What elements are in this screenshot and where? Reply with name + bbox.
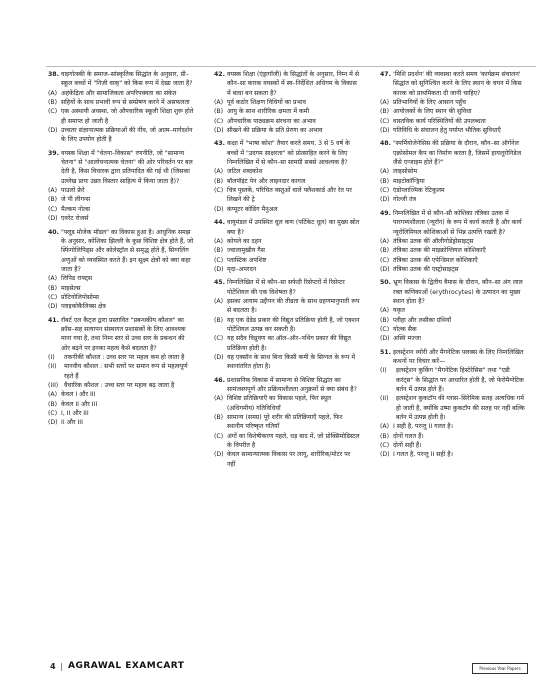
question-stem <box>380 209 526 237</box>
question-stem <box>380 70 526 98</box>
option-text: सामान्य (समग्र) पूरे शरीर की प्रतिक्रियाएँ पहले, फिर स्थानीय परिष्कृत गतियाँ <box>227 414 343 431</box>
answer-option <box>48 186 194 195</box>
question-block <box>48 316 194 428</box>
option-text: मैल्कम नोल्स <box>61 205 90 213</box>
option-text: योल्क सैक <box>393 325 417 333</box>
answer-option <box>214 167 360 176</box>
question-text: 'मिशि प्रदर्शन' की व्यवस्था करते समय 'कार्यक्रम संचालन' सिद्धांत को सुनिश्चित करने के लिए स्थान के चयन में किस कारक को प्राथमिकता दी जानी चाहिए? <box>393 71 522 97</box>
option-label: (C) <box>48 410 58 418</box>
answer-option <box>380 325 526 334</box>
answer-option <box>380 306 526 315</box>
question-block <box>214 139 360 214</box>
option-label: (C) <box>214 256 224 264</box>
answer-option <box>48 126 194 145</box>
question-number: 44. <box>214 219 225 227</box>
column-left <box>48 70 194 432</box>
option-text: एक अस्थायी अवस्था, जो औपचारिक स्कूली शिक्षा शुरू होते ही समाप्त हो जाती है <box>61 108 194 125</box>
answer-option <box>214 98 360 107</box>
question-block <box>48 149 194 224</box>
question-number: 50. <box>380 279 391 287</box>
option-label: (A) <box>380 99 390 107</box>
answer-option <box>48 293 194 302</box>
option-label: (C) <box>380 256 390 264</box>
question-block <box>48 70 194 145</box>
option-label: (B) <box>48 400 58 408</box>
option-label: (C) <box>214 335 224 343</box>
option-text: जे पी लीगन्स <box>61 196 91 204</box>
question-stem <box>48 228 194 275</box>
option-text: वास्तविक कार्य परिस्थितियों की उपलब्धता <box>393 117 486 125</box>
question-block <box>214 376 360 469</box>
option-label: (B) <box>48 196 58 204</box>
option-label: (B) <box>380 316 390 324</box>
option-text: ज्वालामुखीय गैस <box>227 247 265 255</box>
option-label: (C) <box>48 205 58 213</box>
option-text: तंत्रिका उतक की एस्ट्रोसाइट्स <box>393 265 459 273</box>
option-text: बॉलपॉइंट पेन और लाइनदार कागज <box>227 177 306 185</box>
option-label: (B) <box>380 247 390 255</box>
option-text: सीखने की प्रक्रिया के प्रति प्रेरणा का अभाव <box>227 127 323 135</box>
option-label: (B) <box>48 284 58 292</box>
option-text: प्लीहा और लसीका ग्रंथियाँ <box>393 316 452 324</box>
option-text: I, II और III <box>61 410 89 418</box>
option-label: (B) <box>214 247 224 255</box>
question-block <box>380 348 526 460</box>
option-label: (D) <box>380 196 390 204</box>
answer-option <box>214 450 360 469</box>
option-text: चित्र पुस्तकें, परिचित वस्तुओं वाले फ्लैशकार्ड और रेत पर लिखने की ट्रे <box>227 187 352 204</box>
option-label: (A) <box>380 307 390 315</box>
option-text: अहंकेंद्रिता और सामाजिकता अपरिपक्वता का संकेत <box>61 89 177 97</box>
answer-option <box>380 316 526 325</box>
option-label: (D) <box>380 451 390 459</box>
answer-option <box>380 107 526 116</box>
question-number: 51. <box>380 348 391 356</box>
option-label: (D) <box>48 419 58 427</box>
option-text: विशिष्ट प्रतिक्रियाएँ का विकास पहले, फिर स्थूल (अधिगमीय) गतिविधियाँ <box>227 395 332 412</box>
option-text: औपचारिक पाठ्यक्रम संरचना का अभाव <box>227 117 316 125</box>
answer-option <box>380 256 526 265</box>
option-label: (B) <box>380 177 390 185</box>
question-stem <box>380 139 526 167</box>
answer-option <box>214 394 360 413</box>
option-label: (D) <box>380 335 390 343</box>
option-text: ग्लाइकोकैलिक्स क्षेत्र <box>61 303 106 311</box>
option-text: केवल II और III <box>61 400 98 408</box>
option-text: उच्चतर संज्ञानात्मक प्रक्रियाओं की नींव, जो आत्म–मार्गदर्शन के लिए उपयोग होती है <box>61 127 193 144</box>
question-stem <box>214 278 360 297</box>
option-label: (B) <box>48 99 58 107</box>
option-label: (D) <box>214 127 224 135</box>
option-text: जटिल शब्दकोश <box>227 168 263 176</box>
question-block <box>214 218 360 274</box>
statement-label: (I) <box>48 353 55 361</box>
question-number: 43. <box>214 140 225 148</box>
option-text: प्रोटियोलिपोसोम्स <box>61 293 99 301</box>
question-stem <box>380 348 526 367</box>
series-stamp: Previous Year Papers <box>472 663 528 674</box>
question-number: 49. <box>380 209 391 217</box>
option-text: दोनों सही हैं। <box>393 442 422 450</box>
answer-option <box>380 334 526 343</box>
question-block <box>380 139 526 204</box>
question-text: निम्नलिखित में से कौन–सा सफेदी रिसेप्टरों में रिसेप्टर पोटेंशियल की एक विशेषता है? <box>227 279 345 296</box>
option-label: (C) <box>48 293 58 301</box>
question-number: 46. <box>214 376 225 384</box>
option-text: लाइसोसोम <box>393 168 418 176</box>
answer-option <box>48 205 194 214</box>
answer-option <box>214 334 360 353</box>
answer-option <box>214 107 360 116</box>
option-label: (A) <box>48 275 58 283</box>
answer-option <box>214 186 360 205</box>
statement-label: (II) <box>380 395 389 403</box>
brand-name-part1: AGRAWAL <box>68 661 126 671</box>
question-text: वयस्क शिक्षा (एंड्रागॉजी) के सिद्धांतों के अनुसार, निम्न में से कौन–सा कारक वयस्कों में स्व–निर्देशित अधिगम के विकास में बाधा बन सकता है? <box>227 71 360 97</box>
answer-option <box>214 126 360 135</box>
statement-text: मानवीय कौशल : सभी स्तरों पर समान रूप से महत्वपूर्ण रहते हैं <box>64 363 188 380</box>
question-number: 38. <box>48 71 59 78</box>
option-label: (C) <box>214 117 224 125</box>
question-number: 41. <box>48 316 59 324</box>
statement <box>380 366 526 394</box>
answer-option <box>214 432 360 451</box>
statement-text: वैचारिक कौशल : उच्च स्तर पर महत्व बढ़ जाता है <box>64 382 175 389</box>
question-block <box>380 70 526 135</box>
question-number: 47. <box>380 71 391 78</box>
question-number: 42. <box>214 71 225 78</box>
answer-option <box>48 98 194 107</box>
statement <box>48 353 194 362</box>
option-text: माइटोकॉन्ड्रिया <box>393 177 425 185</box>
page-number: 4 <box>50 662 56 671</box>
option-label: (B) <box>380 108 390 116</box>
option-label: (A) <box>48 89 58 97</box>
question-text: वायुमंडल में उपस्थित धूल कण (पर्टिकेट धूल) का मुख्य स्रोत क्या है? <box>227 219 360 236</box>
option-label: (C) <box>214 432 224 440</box>
answer-option <box>214 237 360 246</box>
question-block <box>214 278 360 371</box>
page-footer <box>0 660 554 678</box>
question-text: भ्रूण विकास के द्वितीय त्रैमास के दौरान, कौन–सा अंग लाल रक्त कणिकाओं (erythrocytes) के उत्पादन का मुख्य स्थान होता है? <box>393 279 523 305</box>
answer-option <box>48 409 194 418</box>
question-text: "स्पर्मियोजेनेसिस की प्रक्रिया के दौरान, कौन–सा ऑर्गनेल एक्रोसोमल कैप का निर्माण करता है, जिसमें हायलूरोनिडेज जैसे एन्जाइम होते हैं?" <box>393 140 522 167</box>
question-stem <box>214 376 360 395</box>
option-text: यकृत <box>393 307 405 315</box>
option-text: कंप्यूटर कोडिंग मैनुअल <box>227 205 278 213</box>
statement <box>48 381 194 390</box>
column-middle <box>214 70 360 473</box>
answer-option <box>48 418 194 427</box>
answer-option <box>214 177 360 186</box>
option-label: (A) <box>214 99 224 107</box>
statement-label: (II) <box>48 363 57 371</box>
question-text: वयस्क शिक्षा में "चेतना–विकास" रणनीति, जो "सामान्य चेतना" से "आलोचनात्मक चेतना" की ओर परिवर्तन पर बल देती है, किस विचारक द्वारा प्रतिपादित की गई थी (जिसका उल्लेख प्रायः उन्नत विस्तार साहित्य में किया जाता है)? <box>61 149 193 185</box>
column-right <box>380 70 526 464</box>
option-label: (B) <box>214 316 224 324</box>
footer-separator: | <box>60 662 63 671</box>
answer-option <box>380 246 526 255</box>
statement <box>48 362 194 381</box>
option-text: पूर्व कठोर शिक्षण विधियों का प्रभाव <box>227 99 306 107</box>
option-text: अस्थि मज्जा <box>393 335 421 343</box>
option-label: (B) <box>380 432 390 440</box>
option-text: दोनों गलत हैं। <box>393 432 424 440</box>
answer-option <box>214 265 360 274</box>
answer-option <box>48 195 194 204</box>
question-text: इलस्ट्रेशन थ्योरी और मैगनेटिक फ़्लक्स के लिए निम्नलिखित कथनों पर विचार करें— <box>393 348 524 365</box>
question-text: निम्नलिखित में से कौन–सी कोशिका तंत्रिका उतक में पारगम्यशीलता (न्यूरॉन) के रूप में कार्य करती है और कार्य न्यूरोलिमियल कोशिकाओं से भिन्न उत्पत्ति रखती है? <box>393 209 522 236</box>
question-stem <box>48 70 194 89</box>
answer-option <box>380 186 526 195</box>
option-label: (A) <box>214 297 224 305</box>
question-number: 48. <box>380 140 391 148</box>
answer-option <box>380 117 526 126</box>
question-text: प्रशासनिक विकास में सामान्य से विशिष्ट सिद्धांत का सामंजस्यपूर्ण और प्रक्रियाशीलता अनुक्रमों से क्या संबंध है? <box>227 376 357 393</box>
answer-option <box>380 195 526 204</box>
option-label: (C) <box>380 442 390 450</box>
option-label: (C) <box>48 108 58 116</box>
answer-option <box>48 89 194 98</box>
option-text: माइसेल्स <box>61 284 81 292</box>
brand-name-part2: EXAMCART <box>125 661 185 671</box>
option-text: तंत्रिका उतक की एपेन्डिमल कोशिकाएँ <box>393 256 478 264</box>
answer-option <box>214 205 360 214</box>
option-text: I गलत है, परन्तु II सही है। <box>393 451 453 459</box>
question-text: "फ्लूड मोजेक मॉडल" का विकास हुआ है। आधुनिक समझ के अनुसार, कोशिका झिल्ली के कुछ विशिष्ट क्षेत्र होते हैं, जो स्फिंगोलिपिड्स और कोलेस्ट्रॉल से समृद्ध होते हैं, सिग्नलिंग अणुओं को व्यवस्थित करते हैं। इन सूक्ष्म क्षेत्रों को क्या कहा जाता है? <box>61 228 194 273</box>
option-label: (D) <box>214 451 224 459</box>
option-label: (C) <box>380 325 390 333</box>
answer-option <box>380 441 526 450</box>
answer-option <box>214 353 360 372</box>
option-label: (C) <box>380 117 390 125</box>
statement-text: इलस्ट्रेशन कुकिंग "मैगनेटिक हिस्टेरेसिस" तथा "एडी करंट्स" के सिद्धांत पर आधारित होती है, जो फेरोमैग्नेटिक बर्तन में उत्पन्न होते हैं। <box>396 367 524 393</box>
statement-text: इलस्ट्रेशन कुकटॉप की ग्लास–सिरेमिक सतह अत्यधिक गर्म हो जाती है, क्योंकि उष्मा कुकटॉप की सतह पर नहीं बल्कि बर्तन में उत्पन्न होती है। <box>396 395 525 422</box>
option-text: तंत्रिका उतक की ऑलीगोडेंड्रोसाइट्स <box>393 237 474 245</box>
option-text: यह एक्सॉन के साथ बिना किसी कमी के सिग्नल के रूप में स्थानांतरित होता है। <box>227 353 356 371</box>
answer-option <box>380 177 526 186</box>
option-text: आयोजकों के लिए स्थान की सुविधा <box>393 108 472 116</box>
option-label: (C) <box>380 187 390 195</box>
question-stem <box>214 139 360 167</box>
option-label: (D) <box>380 127 390 135</box>
answer-option <box>380 450 526 459</box>
option-text: प्लास्टिक अपशिष्ट <box>227 256 267 264</box>
answer-option <box>48 390 194 399</box>
option-text: अंगों का विशेषीकरण पहले, धड़ बाद में, जो प्रोक्सिमोडिस्टल के विपरीत है <box>227 432 360 450</box>
question-block <box>48 228 194 312</box>
option-text: सहियों के साथ प्रभावी रूप से सम्प्रेषण करने में असफलता <box>61 99 190 107</box>
question-stem <box>48 316 194 353</box>
option-label: (A) <box>48 391 58 399</box>
answer-option <box>380 126 526 135</box>
answer-option <box>48 107 194 126</box>
option-label: (B) <box>214 108 224 116</box>
answer-option <box>380 432 526 441</box>
question-text: वाइगोत्स्की के समाज–सांस्कृतिक सिद्धांत के अनुसार, प्री–स्कूल बच्चों में "निजी वाक्" को किस रूप में देखा जाता है? <box>61 71 193 88</box>
question-number: 40. <box>48 228 59 236</box>
option-label: (D) <box>380 265 390 273</box>
option-text: एवरेट रोजर्स <box>61 215 89 223</box>
question-text: रॉबर्ट एल कैट्ज द्वारा प्रस्तावित "प्रबन्धकीय कौशल" का क्रॉस–सह सत्यापन संस्थागत प्रशासकों के लिए आवश्यक माना गया है, तथा निम्न स्तर से उच्च स्तर के प्रबन्धन की ओर बढ़ने पर इनका महत्व कैसे बदलता है? <box>61 316 186 352</box>
statement-text: तकनीकी कौशल : उच्च स्तर पर महत्व कम हो जाता है <box>64 353 185 361</box>
option-label: (D) <box>48 127 58 135</box>
answer-option <box>380 265 526 274</box>
question-stem <box>214 218 360 237</box>
answer-option <box>214 246 360 255</box>
answer-option <box>48 302 194 311</box>
answer-option <box>48 284 194 293</box>
option-label: (A) <box>380 423 390 431</box>
option-text: कोयले का दहन <box>227 237 262 245</box>
option-label: (B) <box>214 177 224 185</box>
top-rule <box>46 66 536 67</box>
answer-option <box>48 214 194 223</box>
statement-label: (I) <box>380 367 387 375</box>
option-label: (D) <box>214 265 224 273</box>
question-stem <box>214 70 360 98</box>
option-label: (A) <box>380 168 390 176</box>
option-text: इसका आयाम उद्दीपन की तीव्रता के साथ ग्रहणमानुपाती रूप से बदलता है। <box>227 297 360 315</box>
option-label: (D) <box>48 215 58 223</box>
option-text: प्रतिभागियों के लिए आसान पहुँच <box>393 99 466 107</box>
option-text: यह एक ग्रेडेड प्रकार की विद्युत प्रतिक्रिया होती है, जो एक्शन पोटेंशियल उत्पन्न कर सकती है। <box>227 316 360 333</box>
answer-option <box>48 274 194 283</box>
question-block <box>380 278 526 343</box>
option-text: तंत्रिका उतक की माइक्रोग्लियल कोशिकाएँ <box>393 247 486 255</box>
answer-option <box>380 167 526 176</box>
option-label: (A) <box>214 395 224 403</box>
option-text: I सही है, परन्तु II गलत है। <box>393 423 453 431</box>
option-label: (D) <box>214 353 224 361</box>
answer-option <box>380 98 526 107</box>
option-text: केवल सामान्यात्मक विकास पर लागू, शारीरिक/मोटर पर नहीं <box>227 451 351 468</box>
option-text: पाउलो फ्रेरे <box>61 187 85 195</box>
option-label: (A) <box>380 237 390 245</box>
option-text: एंडोप्लाज्मिक रेटिकुलम <box>393 187 445 195</box>
option-text: II और III <box>61 419 83 427</box>
brand-logo <box>68 661 184 671</box>
option-text: मृदा–अपरदन <box>227 265 257 273</box>
option-label: (A) <box>214 237 224 245</box>
question-number: 39. <box>48 149 59 157</box>
option-label: (A) <box>214 168 224 176</box>
answer-option <box>214 297 360 316</box>
question-block <box>380 209 526 274</box>
answer-option <box>48 400 194 409</box>
question-block <box>214 70 360 135</box>
question-number: 45. <box>214 279 225 287</box>
statement-label: (III) <box>48 382 59 389</box>
option-label: (D) <box>214 205 224 213</box>
answer-option <box>214 117 360 126</box>
option-label: (D) <box>48 303 58 311</box>
option-text: लिपिड राफ्ट्स <box>61 275 93 283</box>
answer-option <box>380 237 526 246</box>
answer-option <box>380 422 526 431</box>
option-text: गतिविधि के संचालन हेतु पर्याप्त भौतिक सुविधाएँ <box>393 127 501 135</box>
option-label: (B) <box>214 414 224 422</box>
option-text: केवल I और III <box>61 391 96 399</box>
option-label: (A) <box>48 187 58 195</box>
question-stem <box>380 278 526 306</box>
answer-option <box>214 256 360 265</box>
statement <box>380 394 526 422</box>
option-text: आयु के साथ शारीरिक क्षमता में कमी <box>227 108 310 116</box>
question-text: कक्षा में "भाषा कोश" तैयार करते समय, 3 से 5 वर्ष के बच्चों में "उदगम साक्षरता" को प्रोत्साहित करने के लिए निम्नलिखित में से कौन–सा सामग्री सबसे आवश्यक है? <box>227 140 350 167</box>
question-stem <box>48 149 194 186</box>
option-label: (C) <box>214 187 224 195</box>
answer-option <box>214 316 360 335</box>
answer-option <box>214 413 360 432</box>
option-text: गोल्जी तंत्र <box>393 196 417 204</box>
option-text: यह सदैव विध्रुवण का ऑल–ऑर–नथिंग प्रकार की विद्युत प्रतिक्रिया होती है। <box>227 335 351 352</box>
